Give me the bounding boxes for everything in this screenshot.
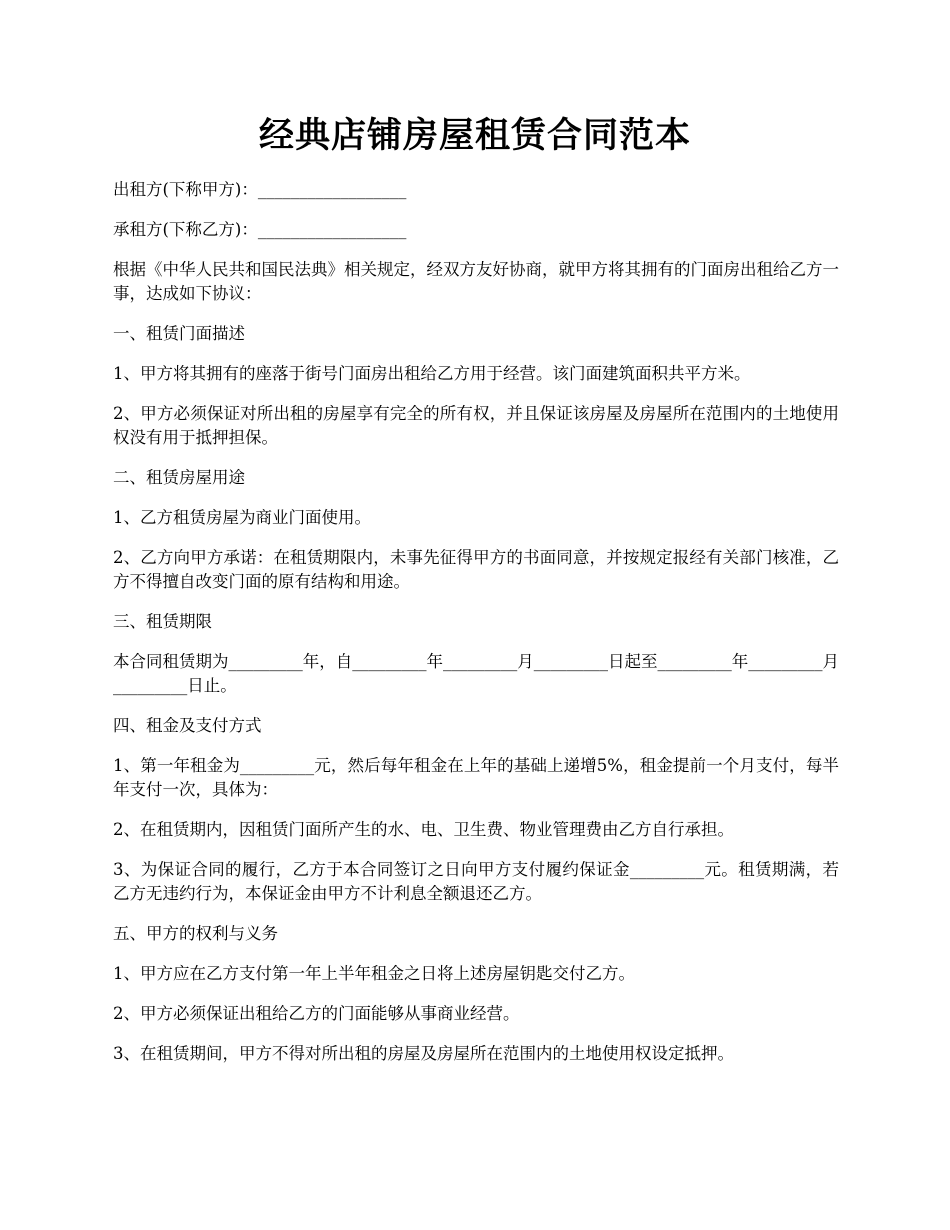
clause-4-1: 1、第一年租金为_________元，然后每年租金在上年的基础上递增5%，租金提前一个月支付，每半年支付一次，具体为： — [113, 756, 839, 799]
section-heading-3: 三、租赁期限 — [113, 612, 212, 631]
document-body — [113, 178, 839, 1082]
section-heading-5: 五、甲方的权利与义务 — [113, 924, 278, 943]
section-heading-4: 四、租金及支付方式 — [113, 716, 262, 735]
clause-2-1: 1、乙方租赁房屋为商业门面使用。 — [113, 508, 371, 527]
clause-4-3: 3、为保证合同的履行，乙方于本合同签订之日向甲方支付履约保证金_________元。租赁期满，若乙方无违约行为，本保证金由甲方不计利息全额退还乙方。 — [113, 860, 839, 903]
section-heading-1: 一、租赁门面描述 — [113, 324, 245, 343]
clause-1-2: 2、甲方必须保证对所出租的房屋享有完全的所有权，并且保证该房屋及房屋所在范围内的土地使用权没有用于抵押担保。 — [113, 404, 839, 447]
clause-5-3: 3、在租赁期间，甲方不得对所出租的房屋及房屋所在范围内的土地使用权设定抵押。 — [113, 1044, 734, 1063]
clause-5-1: 1、甲方应在乙方支付第一年上半年租金之日将上述房屋钥匙交付乙方。 — [113, 964, 635, 983]
lessor-line: 出租方(下称甲方)：__________________ — [113, 180, 407, 199]
document-title: 经典店铺房屋租赁合同范本 — [258, 116, 691, 156]
clause-2-2: 2、乙方向甲方承诺：在租赁期限内，未事先征得甲方的书面同意，并按规定报经有关部门核准，乙方不得擅自改变门面的原有结构和用途。 — [113, 548, 839, 591]
clause-5-2: 2、甲方必须保证出租给乙方的门面能够从事商业经营。 — [113, 1004, 520, 1023]
clause-4-2: 2、在租赁期内，因租赁门面所产生的水、电、卫生费、物业管理费由乙方自行承担。 — [113, 820, 734, 839]
lease-term-paragraph: 本合同租赁期为_________年，自_________年_________月_________日起至_________年_________月_________日止。 — [113, 652, 839, 695]
clause-1-1: 1、甲方将其拥有的座落于街号门面房出租给乙方用于经营。该门面建筑面积共平方米。 — [113, 364, 751, 383]
section-heading-2: 二、租赁房屋用途 — [113, 468, 245, 487]
lessee-line: 承租方(下称乙方)：__________________ — [113, 220, 407, 239]
preamble-paragraph: 根据《中华人民共和国民法典》相关规定，经双方友好协商，就甲方将其拥有的门面房出租给乙方一事，达成如下协议： — [113, 260, 839, 303]
